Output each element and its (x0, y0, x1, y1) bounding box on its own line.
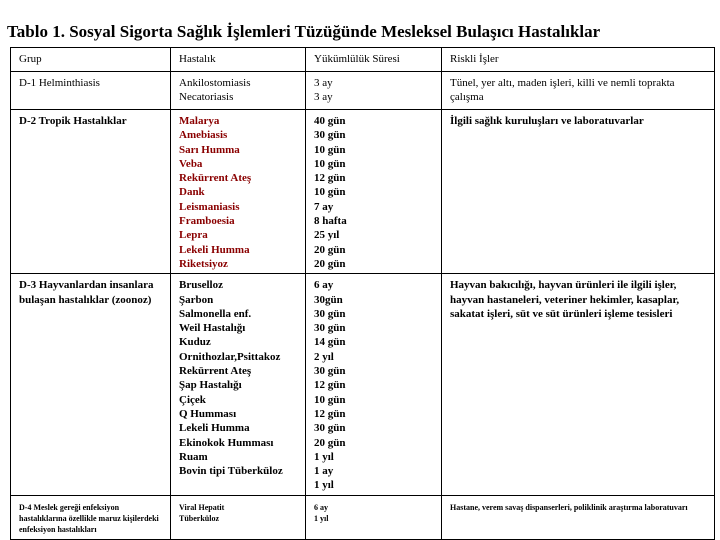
duration-item: 3 ay (314, 77, 333, 89)
duration-item: 7 ay (314, 200, 334, 213)
disease-item: Tüberküloz (179, 514, 220, 524)
group-cell: D-2 Tropik Hastalıklar (11, 110, 171, 274)
disease-table (10, 47, 715, 540)
disease-cell (171, 496, 306, 540)
disease-item: Malarya (179, 115, 220, 127)
group-cell: D-3 Hayvanlardan insanlara bulaşan hastalıklar (zoonoz) (11, 274, 171, 496)
duration-item: 14 gün (314, 336, 346, 349)
duration-item: 30 gün (314, 365, 346, 378)
duration-cell (306, 72, 442, 110)
duration-cell (306, 110, 442, 274)
duration-item: 6 ay (314, 503, 328, 513)
disease-item: Bovin tipi Tüberküloz (179, 465, 283, 478)
duration-cell (306, 496, 442, 540)
disease-item: Kuduz (179, 336, 211, 349)
disease-cell (171, 72, 306, 110)
disease-item: Sarı Humma (179, 143, 240, 156)
table-row (11, 274, 715, 496)
risk-cell: Tünel, yer altı, maden işleri, killi ve nemli toprakta çalışma (442, 72, 715, 110)
duration-item: 30 gün (314, 322, 346, 335)
disease-cell (171, 110, 306, 274)
disease-item: Veba (179, 157, 203, 170)
duration-item: 10 gün (314, 186, 346, 199)
disease-item: Framboesia (179, 215, 235, 228)
disease-item: Ornithozlar,Psittakoz (179, 350, 281, 363)
table-row (11, 72, 715, 110)
disease-item: Rekürrent Ateş (179, 172, 252, 185)
table-row (11, 496, 715, 540)
disease-item: Q Humması (179, 407, 237, 420)
duration-item: 10 gün (314, 393, 346, 406)
duration-item: 12 gün (314, 407, 346, 420)
header-disease: Hastalık (171, 48, 306, 72)
disease-item: Dank (179, 186, 205, 199)
disease-item: Lekeli Humma (179, 243, 250, 256)
disease-item: Amebiasis (179, 129, 228, 142)
duration-item: 2 yıl (314, 350, 334, 363)
risk-cell: Hayvan bakıcılığı, hayvan ürünleri ile ilgili işler, hayvan hastaneleri, veteriner hekimler, kasaplar, sakatat işleri, süt ve süt ürünleri işleme tesisleri (442, 274, 715, 496)
header-row (11, 48, 715, 72)
duration-item: 1 yıl (314, 514, 329, 524)
disease-item: Leismaniasis (179, 200, 240, 213)
duration-item: 30gün (314, 293, 343, 306)
duration-item: 12 gün (314, 379, 346, 392)
disease-item: Necatoriasis (179, 91, 234, 104)
duration-item: 1 ay (314, 465, 334, 478)
duration-item: 40 gün (314, 115, 346, 127)
disease-item: Ekinokok Humması (179, 436, 274, 449)
disease-item: Rekürrent Ateş (179, 365, 252, 378)
disease-item: Ruam (179, 450, 208, 463)
disease-item: Şarbon (179, 293, 214, 306)
disease-item: Weil Hastalığı (179, 322, 246, 335)
group-cell: D-4 Meslek gereği enfeksiyon hastalıklarına özellikle maruz kişilerdeki enfeksiyon hastalıkları (11, 496, 171, 540)
duration-item: 8 hafta (314, 215, 347, 228)
disease-item: Bruselloz (179, 279, 223, 292)
header-duration: Yükümlülük Süresi (306, 48, 442, 72)
duration-item: 20 gün (314, 243, 346, 256)
duration-item: 1 yıl (314, 450, 334, 463)
duration-item: 1 yıl (314, 479, 334, 492)
disease-item: Ankilostomiasis (179, 77, 251, 89)
duration-item: 10 gün (314, 143, 346, 156)
duration-item: 30 gün (314, 129, 346, 142)
disease-item: Salmonella enf. (179, 307, 252, 320)
disease-item: Çiçek (179, 393, 206, 406)
risk-cell: Hastane, verem savaş dispanserleri, poliklinik araştırma laboratuvarı (442, 496, 715, 540)
header-group: Grup (11, 48, 171, 72)
disease-item: Riketsiyoz (179, 257, 228, 270)
duration-item: 30 gün (314, 422, 346, 435)
table-title: Tablo 1. Sosyal Sigorta Sağlık İşlemleri Tüzüğünde Mesleksel Bulaşıcı Hastalıklar (7, 22, 601, 41)
duration-item: 20 gün (314, 257, 346, 270)
duration-item: 25 yıl (314, 229, 340, 242)
header-risk: Riskli İşler (442, 48, 715, 72)
disease-item: Viral Hepatit (179, 503, 225, 513)
group-cell: D-1 Helminthiasis (11, 72, 171, 110)
duration-item: 6 ay (314, 279, 334, 292)
duration-item: 3 ay (314, 91, 333, 104)
disease-item: Şap Hastalığı (179, 379, 242, 392)
risk-cell: İlgili sağlık kuruluşları ve laboratuvarlar (442, 110, 715, 274)
duration-item: 12 gün (314, 172, 346, 185)
duration-item: 30 gün (314, 307, 346, 320)
table-row (11, 110, 715, 274)
duration-item: 20 gün (314, 436, 346, 449)
disease-cell (171, 274, 306, 496)
disease-item: Lekeli Humma (179, 422, 250, 435)
duration-item: 10 gün (314, 157, 346, 170)
disease-item: Lepra (179, 229, 208, 242)
duration-cell (306, 274, 442, 496)
